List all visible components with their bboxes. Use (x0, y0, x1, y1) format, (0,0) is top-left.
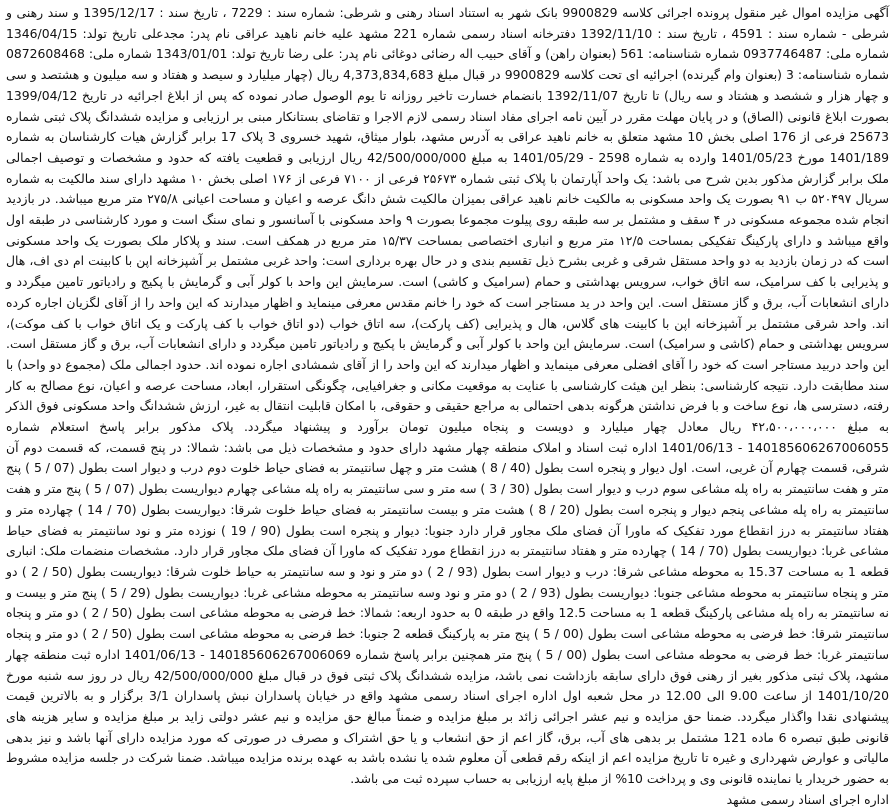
auction-notice-body: آگهی مزایده اموال غیر منقول پرونده اجرائی کلاسه 9900829 بانک شهر به استناد اسناد رهنی و شرطی: شماره سند : 7229 ، تاریخ سند : 1395/12/17 و سند رهنی و شرطی - شماره سند : 4591 ، تاریخ سند : 1392/11/10 دفترخانه اسناد رسمی شماره 221 مشهد علیه خانم ناهید عراقی نام پدر: مجدعلی تاریخ تولد: 1346/04/15 شماره ملی: 0937746487 شماره شناسنامه: 561 (بعنوان راهن) و آقای حبیب اله رضائی دوغائی نام پدر: علی رضا تاریخ تولد: 1343/01/01 شماره ملی: 0872608468 شماره شناسنامه: 3 (بعنوان وام گیرنده) اجرائیه ای تحت کلاسه 9900829 در قبال مبلغ 4,373,834,683 ریال (چهار میلیارد و سیصد و هفتاد و سه میلیون و هشتصد و سی و چهار هزار و ششصد و هشتاد و سه ریال) تا تاریخ 1392/11/07 بانضمام خسارت تاخیر روزانه تا یوم الوصول صادر نموده که پس از ابلاغ اجرائیه در تاریخ 1399/04/12 بصورت ابلاغ قانونی (الصاق) و در پایان مهلت مقرر در آیین نامه اجرای مفاد اسناد رسمی لازم الاجرا و تقاضای بستانکار مبنی بر ارزیابی و مزایده ششدانگ پلاک ثبتی شماره 25673 فرعی از 176 اصلی بخش 10 مشهد متعلق به خانم ناهید عراقی به آدرس مشهد، بلوار میثاق، شهید خسروی 3 پلاک 17 برابر گزارش هیات کارشناسان به شماره 1401/189 مورخ 1401/05/23 وارده به شماره 2598 - 1401/05/29 به مبلغ 42/500/000/000 ریال ارزیابی و قطعیت یافته که حدود و مشخصات و توصیف اجمالی ملک برابر گزارش مذکور بدین شرح می باشد: یک واحد آپارتمان با پلاک ثبتی شماره ۲۵۶۷۳ فرعی از ۷۱۰۰ فرعی از ۱۷۶ اصلی بخش ۱۰ مشهد دارای سند مالکیت به شماره سریال ۵۲۰۴۹۷ ب ۹۱ بصورت یک واحد مسکونی به مالکیت خانم ناهید عراقی بمیزان مالکیت شش دانگ عرصه و اعیان و مساحت اعیانی ۲۷۵/۸ متر مربع میباشد. در بازدید انجام شده مجموعه مسکونی در ۴ سقف و مشتمل بر سه طبقه روی پیلوت مجموعا بصورت ۹ واحد مسکونی با آسانسور و نمای سنگ است و مورد کارشناسی در طبقه اول واقع میباشد و دارای پارکینگ تفکیکی بمساحت ۱۲/۵ متر مربع و انباری اختصاصی بمساحت ۱۵/۳۷ متر مربع در همکف است. سند و پلاکار ملک بصورت یک واحد مسکونی است که در زمان بازدید به دو واحد مستقل شرقی و غربی بشرح ذیل تقسیم بندی و در حال بهره برداری است: واحد غربی مشتمل بر آشپزخانه اپن با کابینت ام دی اف، هال و پذیرایی با کف سرامیک، سه اتاق خواب، سرویس بهداشتی و حمام (سرامیک و کاشی) است. سرمایش این واحد با کولر آبی و گرمایش با پکیج و رادیاتور تامین میگردد و دارای انشعابات آب، برق و گاز مستقل است. این واحد در ید مستاجر است که خود را خانم مقدس معرفی مینماید و اظهار میدارند که این واحد را از آقای لگزیان اجاره کرده اند. واحد شرقی مشتمل بر آشپزخانه اپن با کابینت های گلاس، هال و پذیرایی (کف پارکت)، سه اتاق خواب (دو اتاق خواب با کف پارکت و یک اتاق خواب با کف موکت)، سرویس بهداشتی و حمام (کاشی و سرامیک) است. سرمایش این واحد با کولر آبی و گرمایش با پکیج و رادیاتور تامین میگردد و دارای انشعابات آب، برق و گاز مستقل است. این واحد دربید مستاجر است که خود را آقای افضلی معرفی مینماید و اظهار میدارند که این واحد را از آقای شمشادی اجاره نموده اند. حدود اجمالی ملک (مجموع دو واحد) با سند مطابقت دارد. نتیجه کارشناسی: بنظر این هیئت کارشناسی با عنایت به موقعیت مکانی و جغرافیایی، چگونگی استقرار، ابعاد، مساحت عرصه و اعیان، نوع مصالح به کار رفته، دسترسی ها، نوع ساخت و با فرض نداشتن هرگونه بدهی احتمالی به مراجع حقیقی و حقوقی، با امکان قابلیت انتقال به غیر، ارزش ششدانگ واحد مسکونی فوق الذکر به مبلغ ۴۲،۵۰۰،۰۰۰،۰۰۰ ریال معادل چهار میلیارد و دویست و پنجاه میلیون تومان برآورد و پیشنهاد میگردد. پلاک مذکور برابر پاسخ استعلام شماره 140185606267006055 - 1401/06/13 اداره ثبت اسناد و املاک منطقه چهار مشهد دارای حدود و مشخصات ذیل می باشد: شمالا: در پنج قسمت، که قسمت دوم آن شرقی، قسمت چهارم آن غربی، است. اول دیوار و پنجره است بطول (40 / 8 ) هشت متر و چهل سانتیمتر به فضای حیاط خلوت دوم درب و دیوار است بطول (07 / 5 ) پنج متر و هفت سانتیمتر به راه پله مشاعی سوم درب و دیوار است بطول (30 / 3 ) سه متر و سی سانتیمتر به راه پله مشاعی چهارم دیواریست بطول (07 / 5 ) پنج متر و هفت سانتیمتر به راه پله مشاعی پنجم دیوار و پنجره است بطول (20 / 8 ) هشت متر و بیست سانتیمتر به فضای حیاط خلوت شرقا: دیواریست بطول (70 / 14 ) چهارده متر و هفتاد سانتیمتر به درز انقطاع مورد تفکیک که ماورا آن فضای ملک مجاور قرار دارد جنوبا: دیوار و پنجره است بطول (90 / 19 ) نوزده متر و نود سانتیمتر به فضای حیاط مشاعی غربا: دیواریست بطول (70 / 14 ) چهارده متر و هفتاد سانتیمتر به درز انقطاع مورد تفکیک که ماورا آن فضای ملک مجاور قرار دارد. مشخصات منضمات ملک: انباری قطعه 1 به مساحت 15.37 به محوطه مشاعی شرقا: درب و دیوار است بطول (93 / 2 ) دو متر و نود و سه سانتیمتر به حیاط خلوت شرقا: دیواریست بطول (50 / 2 ) دو متر و پنجاه سانتیمتر به محوطه مشاعی جنوبا: دیواریست بطول (93 / 2 ) دو متر و نود وسه سانتیمتر به محوطه مشاعی غربا: دیواریست بطول (29 / 5 ) پنج متر و بیست و نه سانتیمتر به راه پله مشاعی پارکینگ قطعه 1 به مساحت 12.5 واقع در طبقه 0 به حدود اربعه: شمالا: خط فرضی به محوطه مشاعی است بطول (50 / 2 ) دو متر و پنجاه سانتیمتر شرقا: خط فرضی به محوطه مشاعی است بطول (00 / 5 ) پنج متر به پارکینگ قطعه 2 جنوبا: خط فرضی به محوطه مشاعی است بطول (50 / 2 ) دو متر و پنجاه سانتیمتر غربا: خط فرضی به محوطه مشاعی است بطول (00 / 5 ) پنج متر همچنین برابر پاسخ شماره 140185606267006069 - 1401/06/13 اداره ثبت منطقه چهار مشهد، پلاک ثبتی مذکور بغیر از رهنی فوق دارای سابقه بازداشت نمی باشد، مزایده ششدانگ پلاک ثبتی فوق در قبال مبلغ 42/500/000/000 ریال در روز سه شنبه مورخ 1401/10/20 از ساعت 9.00 الی 12.00 در محل شعبه اول اداره اجرای اسناد رسمی مشهد واقع در خیابان پاسداران نبش پاسداران 3/1 برگزار و به بالاترین قیمت پیشنهادی نقدا واگذار میگردد. ضمنا حق مزایده و نیم عشر اجرائی زائد بر مبلغ مزایده و ضمناً مبالغ حق مزایده و نیم عشر دولتی زاید بر مبلغ مزایده و سایر هزینه های قانونی طبق تبصره 6 ماده 121 مشتمل بر بدهی های آب، برق، گاز اعم از حق انشعاب و یا حق اشتراک و مصرف در صورتی که مورد مزایده دارای آنها باشد و نیز بدهی مالیاتی و عوارض شهرداری و غیره تا تاریخ مزایده اعم از اینکه رقم قطعی آن معلوم شده یا نشده باشد به عهده برنده مزایده میباشد. ضمنا شرکت در جلسه مزایده مشروط به حضور خریدار یا نماینده قانونی وی و پرداخت 10% از مبلغ پایه ارزیابی به حساب سپرده ثبت می باشد. (6, 5, 890, 787)
issuing-office-signature: اداره اجرای اسناد رسمی مشهد (726, 791, 889, 807)
